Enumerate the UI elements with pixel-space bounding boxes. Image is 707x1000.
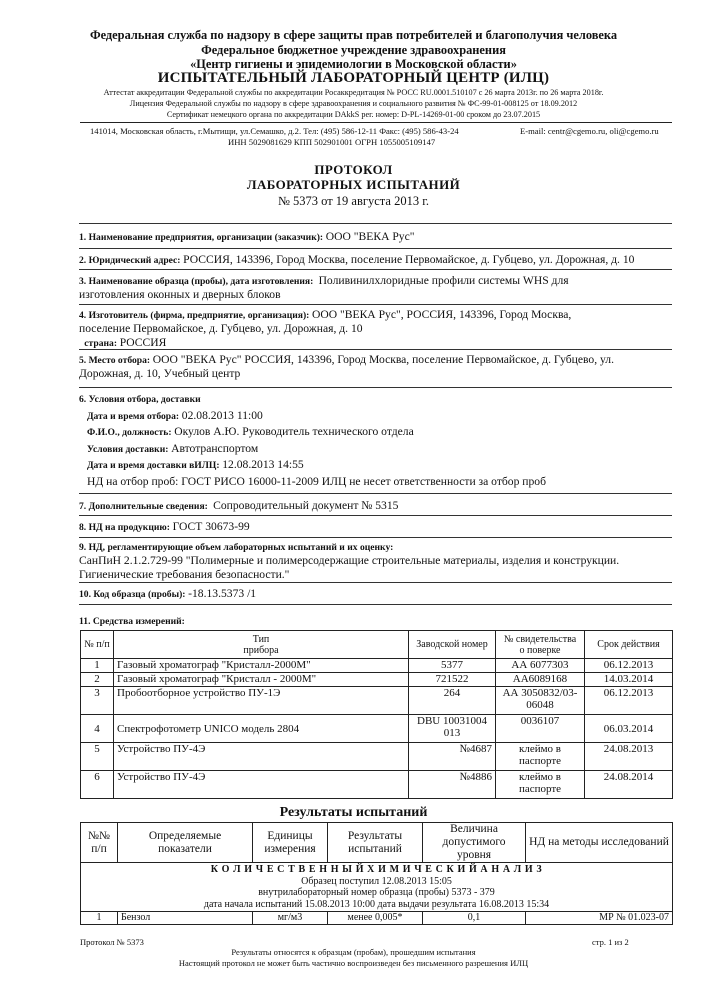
section-value: Автотранспортом	[171, 441, 259, 455]
rule	[79, 515, 672, 516]
rule	[79, 269, 672, 270]
cell-valid: 06.12.2013	[585, 659, 673, 673]
rule	[79, 604, 672, 605]
results-section-title: К О Л И Ч Е С Т В Е Н Н Ы Й Х И М И Ч Е С К И Й А Н А Л И З	[210, 864, 543, 875]
footer-protocol: Протокол № 5373	[80, 937, 144, 947]
cell-method: МР № 01.023-07	[526, 912, 673, 925]
cell-unit: мг/м3	[253, 912, 328, 925]
header-inn: ИНН 5029081629 КПП 502901001 ОГРН 1055005109147	[228, 137, 436, 147]
protocol-number: № 5373 от 19 августа 2013 г.	[277, 194, 430, 208]
section-label: 8. НД на продукцию:	[79, 522, 170, 533]
section-label: Дата и время отбора:	[86, 410, 180, 422]
cell-number: 3	[81, 687, 114, 715]
section-label: 7. Дополнительные сведения:	[79, 501, 208, 512]
cell-cert: клеймо в паспорте	[496, 743, 585, 771]
section-label: Условия доставки:	[86, 443, 169, 455]
section-label: 2. Юридический адрес:	[79, 255, 181, 266]
footer-note-results: Результаты относятся к образцам (пробам), прошедшим испытания	[231, 947, 476, 957]
section-value: поселение Первомайское, д. Губцево, ул. Дорожная, д. 10	[79, 322, 363, 336]
rule	[79, 349, 672, 350]
results-dates: дата начала испытаний 15.08.2013 10:00 дата выдачи результата 16.08.2013 15:34	[203, 898, 550, 910]
section-value: РОССИЯ, 143396, Город Москва, поселение Первомайское, д. Губцево, ул. Дорожная, д. 10	[183, 253, 635, 266]
table-header-row	[81, 631, 673, 659]
rule	[79, 248, 672, 249]
section-value: Окулов А.Ю. Руководитель технического отдела	[174, 425, 414, 438]
cell-type: Устройство ПУ-4Э	[114, 743, 409, 771]
table-row	[81, 912, 673, 925]
cell-valid: 06.12.2013	[585, 687, 673, 715]
cell-valid: 14.03.2014	[585, 673, 673, 687]
table-row	[81, 771, 673, 799]
cell-number: 5	[81, 743, 114, 771]
equipment-table	[80, 630, 673, 799]
cell-number: 6	[81, 771, 114, 799]
header-accreditation: Аттестат аккредитации Федеральной службы по аккредитации Росаккредитация № РОСС RU.0001.510107 с 26 марта 2013г. по 26 марта 2018г.	[103, 88, 604, 97]
section-label: 9. НД, регламентирующие объем лабораторных испытаний и их оценку:	[79, 542, 394, 553]
section-label: 11. Средства измерений:	[79, 616, 185, 627]
cell-indicator: Бензол	[118, 912, 253, 925]
cell-result: менее 0,005*	[328, 912, 423, 925]
col-header: №№ п/п	[81, 823, 118, 863]
section-label: Ф.И.О., должность:	[86, 427, 172, 438]
cell-number: 2	[81, 673, 114, 687]
section-value: 02.08.2013 11:00	[181, 408, 263, 422]
results-title: Результаты испытаний	[279, 805, 428, 820]
section-label: страна:	[84, 338, 118, 350]
section-conditions	[79, 392, 669, 490]
header-center: «Центр гигиены и эпидемиологии в Московской области»	[190, 57, 517, 71]
col-header: Величина допустимого уровня	[423, 823, 526, 863]
header-email: E-mail: centr@cgemo.ru, oli@cgemo.ru	[520, 126, 659, 136]
col-header	[496, 631, 585, 659]
protocol-subtitle: ЛАБОРАТОРНЫХ ИСПЫТАНИЙ	[246, 177, 461, 192]
cell-cert: АА 6077303	[496, 659, 585, 673]
header-ministry: Федеральная служба по надзору в сфере защиты прав потребителей и благополучия человека	[89, 28, 618, 42]
section-legal-address	[79, 253, 669, 267]
cell-valid: 24.08.2014	[585, 771, 673, 799]
table-row	[81, 687, 673, 715]
section-value: СанПиН 2.1.2.729-99 "Полимерные и полимерсодержащие строительные материалы, изделия и конструкции.	[79, 554, 620, 568]
col-header: Единицы измерения	[253, 823, 328, 863]
rule	[79, 537, 672, 538]
cell-type: Устройство ПУ-4Э	[114, 771, 409, 799]
cell-number: 1	[81, 912, 118, 925]
section-value: ООО "ВЕКА Рус"	[325, 230, 415, 243]
section-value: ГОСТ 30673-99	[172, 520, 250, 533]
rule	[79, 582, 672, 583]
footer-note-reproduction: Настоящий протокол не может быть частично воспроизведен без письменного разрешения ИЛЦ	[178, 958, 529, 968]
col-header: Срок действия	[585, 631, 673, 659]
col-header-verify: о поверке	[519, 644, 561, 656]
cell-type: Газовый хроматограф "Кристалл-2000М"	[114, 659, 409, 673]
section-label: 5. Место отбора:	[79, 355, 151, 366]
section-label: 4. Изготовитель (фирма, предприятие, организация):	[79, 310, 310, 321]
section-value: ООО "ВЕКА Рус" РОССИЯ, 143396, Город Москва, поселение Первомайское, д. Губцево, ул.	[152, 353, 614, 366]
cell-serial: №4886	[409, 771, 496, 799]
header-address: 141014, Московская область, г.Мытищи, ул.Семашко, д.2. Тел: (495) 586-12-11 Факс: (495) 586-43-24	[90, 126, 459, 136]
table-row	[81, 743, 673, 771]
results-table	[80, 822, 673, 925]
section-additional	[79, 499, 669, 513]
section-sampling-place	[79, 353, 669, 381]
cell-valid: 24.08.2013	[585, 743, 673, 771]
rule	[79, 304, 672, 305]
rule	[79, 387, 672, 388]
section-label: 1. Наименование предприятия, организации (заказчик):	[79, 232, 324, 243]
section-customer	[79, 230, 669, 244]
cell-type: Спектрофотометр UNICO модель 2804	[114, 715, 409, 743]
protocol-title: ПРОТОКОЛ	[314, 162, 393, 177]
cell-type: Газовый хроматограф "Кристалл - 2000М"	[114, 673, 409, 687]
header-lab: ИСПЫТАТЕЛЬНЫЙ ЛАБОРАТОРНЫЙ ЦЕНТР (ИЛЦ)	[157, 70, 550, 86]
cell-serial: 264	[409, 687, 496, 715]
cell-cert: 0036107	[496, 715, 585, 743]
col-header: НД на методы исследований	[526, 823, 673, 863]
results-section-row	[81, 863, 673, 912]
rule	[79, 493, 672, 494]
table-row	[81, 673, 673, 687]
section-value: 12.08.2013 14:55	[222, 458, 304, 471]
results-section-cell	[81, 863, 673, 912]
results-sample-received: Образец поступил 12.08.2013 15:05	[301, 875, 452, 887]
section-value: -18.13.5373 /1	[188, 587, 257, 600]
section-sample	[79, 274, 669, 302]
header-license: Лицензия Федеральной службы по надзору в сфере здравоохранения и социального развития № ФС-99-01-008125 от 18.09.2012	[129, 99, 578, 108]
rule	[79, 223, 672, 224]
cell-serial: DBU 10031004 013	[409, 715, 496, 743]
section-value: Гигиенические требования безопасности."	[79, 568, 290, 582]
section-label: 3. Наименование образца (пробы), дата изготовления:	[79, 276, 314, 287]
col-header-type: Тип	[252, 633, 270, 645]
col-header: Заводской номер	[409, 631, 496, 659]
section-value: Дорожная, д. 10, Учебный центр	[79, 367, 241, 381]
col-header: № п/п	[81, 631, 114, 659]
header-certificate: Сертификат немецкого органа по аккредитации DAkkS рег. номер: D-PL-14269-01-00 сроком до 23.07.2015	[166, 110, 541, 119]
section-value: Поливинилхлоридные профили системы WHS для	[318, 274, 569, 287]
cell-valid: 06.03.2014	[585, 715, 673, 743]
cell-serial: 721522	[409, 673, 496, 687]
section-value: ООО "ВЕКА Рус", РОССИЯ, 143396, Город Москва,	[312, 308, 572, 321]
section-sample-code	[79, 587, 669, 601]
section-label: Дата и время доставки вИЛЦ:	[86, 460, 220, 471]
cell-number: 1	[81, 659, 114, 673]
section-value: НД на отбор проб: ГОСТ РИСО 16000-11-2009 ИЛЦ не несет ответственности за отбор проб	[86, 474, 546, 488]
cell-serial: 5377	[409, 659, 496, 673]
header-divider	[80, 122, 672, 123]
section-value: РОССИЯ	[119, 336, 167, 350]
col-header-device: прибора	[243, 644, 279, 656]
col-header	[114, 631, 409, 659]
table-row	[81, 715, 673, 743]
col-header-cert: № свидетельства	[503, 633, 577, 645]
section-nd-tests	[79, 541, 669, 583]
section-label: 6. Условия отбора, доставки	[79, 394, 201, 405]
cell-number: 4	[81, 715, 114, 743]
table-row	[81, 659, 673, 673]
results-internal-number: внутрилабораторный номер образца (пробы) 5373 - 379	[258, 887, 495, 898]
section-measurement-tools	[79, 615, 669, 628]
section-nd-product	[79, 520, 669, 534]
col-header: Результаты испытаний	[328, 823, 423, 863]
header-institution: Федеральное бюджетное учреждение здравоохранения	[201, 43, 506, 57]
cell-cert: АА6089168	[496, 673, 585, 687]
section-manufacturer	[79, 308, 669, 351]
col-header: Определяемые показатели	[118, 823, 253, 863]
table-header-row	[81, 823, 673, 863]
section-value: изготовления оконных и дверных блоков	[79, 288, 281, 302]
cell-limit: 0,1	[423, 912, 526, 925]
section-value: Сопроводительный документ № 5315	[213, 499, 399, 512]
cell-cert: АА 3050832/03-06048	[496, 687, 585, 715]
cell-type: Пробоотборное устройство ПУ-1Э	[114, 687, 409, 715]
cell-cert: клеймо в паспорте	[496, 771, 585, 799]
section-label: 10. Код образца (пробы):	[79, 589, 186, 600]
footer-page: стр. 1 из 2	[592, 937, 629, 947]
cell-serial: №4687	[409, 743, 496, 771]
